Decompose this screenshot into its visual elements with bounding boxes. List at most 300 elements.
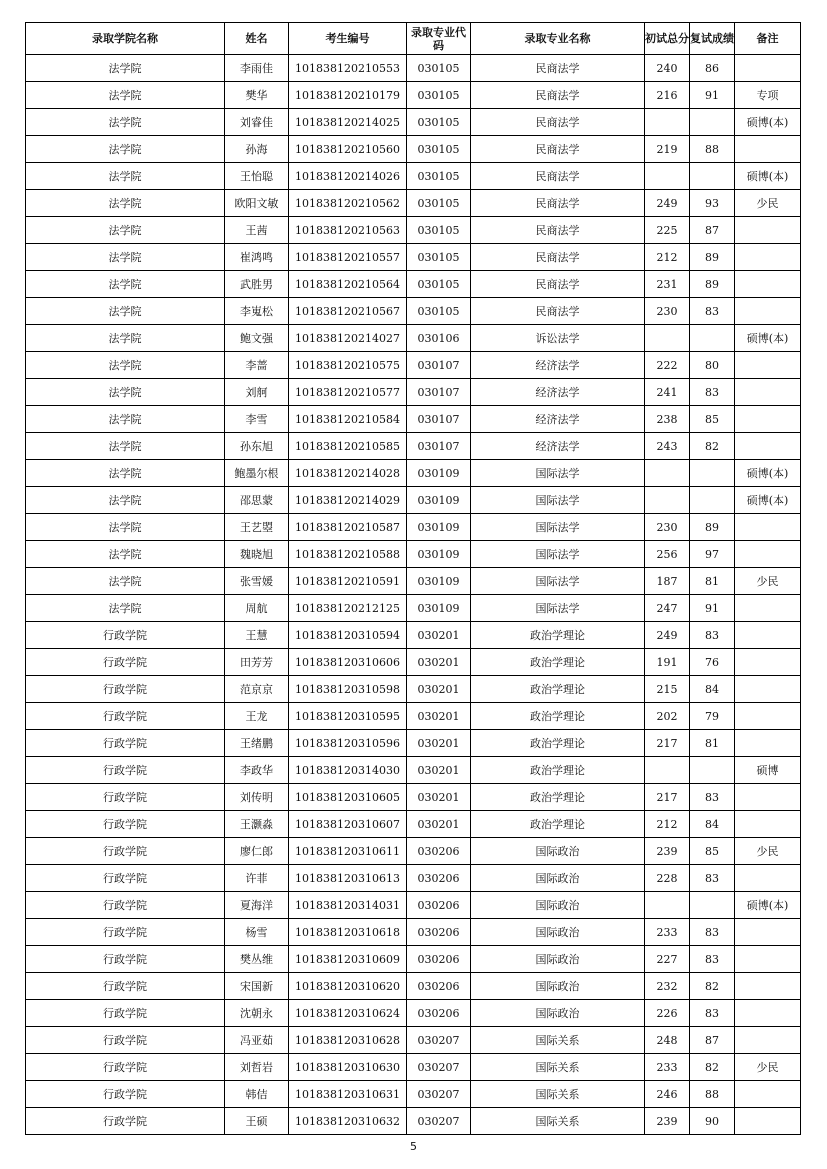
col-header-major-name: 录取专业名称 bbox=[471, 23, 645, 55]
cell-retest-score: 80 bbox=[690, 352, 735, 379]
cell-initial-score: 249 bbox=[645, 622, 690, 649]
cell-major-name: 国际法学 bbox=[471, 595, 645, 622]
cell-name: 韩佶 bbox=[225, 1081, 289, 1108]
cell-exam-id: 101838120310628 bbox=[289, 1027, 407, 1054]
cell-exam-id: 101838120310595 bbox=[289, 703, 407, 730]
cell-major-name: 国际政治 bbox=[471, 919, 645, 946]
cell-major-code: 030107 bbox=[407, 433, 471, 460]
cell-initial-score: 256 bbox=[645, 541, 690, 568]
cell-remark bbox=[735, 649, 801, 676]
cell-retest-score: 97 bbox=[690, 541, 735, 568]
col-header-initial-score: 初试总分 bbox=[645, 23, 690, 55]
cell-initial-score: 249 bbox=[645, 190, 690, 217]
cell-remark bbox=[735, 352, 801, 379]
cell-retest-score: 87 bbox=[690, 1027, 735, 1054]
cell-retest-score: 88 bbox=[690, 1081, 735, 1108]
header-row bbox=[26, 23, 801, 55]
cell-retest-score: 89 bbox=[690, 271, 735, 298]
cell-remark: 少民 bbox=[735, 1054, 801, 1081]
cell-initial-score bbox=[645, 487, 690, 514]
cell-college: 行政学院 bbox=[26, 1000, 225, 1027]
cell-name: 鲍墨尔根 bbox=[225, 460, 289, 487]
cell-college: 行政学院 bbox=[26, 973, 225, 1000]
cell-major-code: 030207 bbox=[407, 1081, 471, 1108]
cell-remark bbox=[735, 271, 801, 298]
table-row bbox=[26, 946, 801, 973]
cell-retest-score: 83 bbox=[690, 1000, 735, 1027]
cell-initial-score: 227 bbox=[645, 946, 690, 973]
cell-college: 行政学院 bbox=[26, 946, 225, 973]
cell-retest-score: 82 bbox=[690, 1054, 735, 1081]
cell-name: 李嵬松 bbox=[225, 298, 289, 325]
cell-initial-score: 233 bbox=[645, 919, 690, 946]
cell-name: 刘哲岩 bbox=[225, 1054, 289, 1081]
cell-initial-score: 246 bbox=[645, 1081, 690, 1108]
cell-major-code: 030105 bbox=[407, 298, 471, 325]
cell-major-name: 国际政治 bbox=[471, 892, 645, 919]
table-row bbox=[26, 865, 801, 892]
cell-remark bbox=[735, 514, 801, 541]
col-header-college: 录取学院名称 bbox=[26, 23, 225, 55]
table-row bbox=[26, 838, 801, 865]
cell-remark bbox=[735, 136, 801, 163]
cell-remark bbox=[735, 1108, 801, 1135]
cell-remark: 专项 bbox=[735, 82, 801, 109]
cell-major-code: 030201 bbox=[407, 649, 471, 676]
table-row bbox=[26, 892, 801, 919]
cell-initial-score bbox=[645, 892, 690, 919]
cell-college: 法学院 bbox=[26, 460, 225, 487]
cell-exam-id: 101838120310594 bbox=[289, 622, 407, 649]
cell-name: 廖仁郎 bbox=[225, 838, 289, 865]
cell-initial-score: 219 bbox=[645, 136, 690, 163]
cell-major-code: 030206 bbox=[407, 1000, 471, 1027]
cell-exam-id: 101838120310611 bbox=[289, 838, 407, 865]
cell-name: 刘传明 bbox=[225, 784, 289, 811]
cell-remark bbox=[735, 811, 801, 838]
cell-college: 行政学院 bbox=[26, 757, 225, 784]
cell-exam-id: 101838120210564 bbox=[289, 271, 407, 298]
cell-retest-score: 83 bbox=[690, 298, 735, 325]
cell-name: 鲍文强 bbox=[225, 325, 289, 352]
cell-major-name: 民商法学 bbox=[471, 109, 645, 136]
cell-initial-score: 238 bbox=[645, 406, 690, 433]
cell-initial-score: 212 bbox=[645, 811, 690, 838]
cell-major-code: 030109 bbox=[407, 514, 471, 541]
cell-remark: 硕博(本) bbox=[735, 325, 801, 352]
table-row bbox=[26, 433, 801, 460]
cell-retest-score: 88 bbox=[690, 136, 735, 163]
cell-initial-score: 232 bbox=[645, 973, 690, 1000]
cell-college: 行政学院 bbox=[26, 811, 225, 838]
cell-name: 许菲 bbox=[225, 865, 289, 892]
cell-exam-id: 101838120210553 bbox=[289, 55, 407, 82]
cell-college: 行政学院 bbox=[26, 865, 225, 892]
cell-major-name: 政治学理论 bbox=[471, 730, 645, 757]
cell-major-name: 国际政治 bbox=[471, 946, 645, 973]
cell-initial-score: 241 bbox=[645, 379, 690, 406]
table-row bbox=[26, 352, 801, 379]
cell-remark bbox=[735, 703, 801, 730]
table-row bbox=[26, 109, 801, 136]
cell-name: 王怡聪 bbox=[225, 163, 289, 190]
cell-college: 法学院 bbox=[26, 271, 225, 298]
cell-remark bbox=[735, 55, 801, 82]
cell-college: 行政学院 bbox=[26, 838, 225, 865]
cell-major-name: 政治学理论 bbox=[471, 757, 645, 784]
cell-exam-id: 101838120214026 bbox=[289, 163, 407, 190]
cell-remark bbox=[735, 676, 801, 703]
cell-name: 魏晓旭 bbox=[225, 541, 289, 568]
table-row bbox=[26, 82, 801, 109]
cell-name: 王灏淼 bbox=[225, 811, 289, 838]
cell-major-name: 国际政治 bbox=[471, 1000, 645, 1027]
cell-remark bbox=[735, 946, 801, 973]
cell-major-code: 030201 bbox=[407, 730, 471, 757]
cell-initial-score: 240 bbox=[645, 55, 690, 82]
table-row bbox=[26, 811, 801, 838]
cell-name: 刘舸 bbox=[225, 379, 289, 406]
cell-initial-score bbox=[645, 325, 690, 352]
cell-name: 欧阳文敏 bbox=[225, 190, 289, 217]
cell-major-code: 030207 bbox=[407, 1054, 471, 1081]
cell-major-name: 民商法学 bbox=[471, 244, 645, 271]
table-row bbox=[26, 190, 801, 217]
cell-remark bbox=[735, 919, 801, 946]
cell-major-name: 政治学理论 bbox=[471, 811, 645, 838]
cell-remark: 硕博(本) bbox=[735, 163, 801, 190]
cell-major-code: 030207 bbox=[407, 1027, 471, 1054]
cell-major-name: 民商法学 bbox=[471, 190, 645, 217]
cell-retest-score: 89 bbox=[690, 244, 735, 271]
cell-exam-id: 101838120210587 bbox=[289, 514, 407, 541]
cell-initial-score: 226 bbox=[645, 1000, 690, 1027]
cell-major-name: 国际法学 bbox=[471, 568, 645, 595]
cell-exam-id: 101838120314031 bbox=[289, 892, 407, 919]
cell-exam-id: 101838120310606 bbox=[289, 649, 407, 676]
cell-major-name: 国际政治 bbox=[471, 838, 645, 865]
cell-major-code: 030105 bbox=[407, 136, 471, 163]
table-row bbox=[26, 676, 801, 703]
cell-name: 崔鸿鸣 bbox=[225, 244, 289, 271]
cell-exam-id: 101838120314030 bbox=[289, 757, 407, 784]
cell-college: 行政学院 bbox=[26, 676, 225, 703]
cell-college: 行政学院 bbox=[26, 703, 225, 730]
cell-retest-score: 91 bbox=[690, 595, 735, 622]
cell-retest-score bbox=[690, 757, 735, 784]
cell-name: 杨雪 bbox=[225, 919, 289, 946]
cell-college: 法学院 bbox=[26, 55, 225, 82]
cell-name: 邵思蒙 bbox=[225, 487, 289, 514]
cell-initial-score: 202 bbox=[645, 703, 690, 730]
cell-exam-id: 101838120310624 bbox=[289, 1000, 407, 1027]
cell-retest-score: 90 bbox=[690, 1108, 735, 1135]
cell-initial-score: 233 bbox=[645, 1054, 690, 1081]
cell-name: 王慧 bbox=[225, 622, 289, 649]
cell-remark: 硕博(本) bbox=[735, 487, 801, 514]
cell-name: 王茜 bbox=[225, 217, 289, 244]
cell-retest-score: 91 bbox=[690, 82, 735, 109]
table-row bbox=[26, 757, 801, 784]
cell-major-code: 030109 bbox=[407, 460, 471, 487]
cell-college: 行政学院 bbox=[26, 1108, 225, 1135]
table-row bbox=[26, 703, 801, 730]
cell-exam-id: 101838120310605 bbox=[289, 784, 407, 811]
cell-retest-score: 79 bbox=[690, 703, 735, 730]
cell-remark bbox=[735, 784, 801, 811]
cell-major-code: 030109 bbox=[407, 595, 471, 622]
cell-major-name: 国际关系 bbox=[471, 1081, 645, 1108]
cell-exam-id: 101838120310631 bbox=[289, 1081, 407, 1108]
cell-exam-id: 101838120310598 bbox=[289, 676, 407, 703]
cell-initial-score: 222 bbox=[645, 352, 690, 379]
cell-major-code: 030109 bbox=[407, 541, 471, 568]
cell-major-name: 民商法学 bbox=[471, 298, 645, 325]
cell-remark bbox=[735, 730, 801, 757]
cell-exam-id: 101838120310632 bbox=[289, 1108, 407, 1135]
cell-major-code: 030206 bbox=[407, 973, 471, 1000]
cell-initial-score bbox=[645, 460, 690, 487]
cell-major-code: 030207 bbox=[407, 1108, 471, 1135]
cell-name: 李蔷 bbox=[225, 352, 289, 379]
cell-major-name: 民商法学 bbox=[471, 82, 645, 109]
col-header-retest-score: 复试成绩 bbox=[690, 23, 735, 55]
cell-name: 田芳芳 bbox=[225, 649, 289, 676]
table-row bbox=[26, 406, 801, 433]
cell-college: 法学院 bbox=[26, 433, 225, 460]
cell-major-name: 经济法学 bbox=[471, 433, 645, 460]
cell-remark bbox=[735, 1000, 801, 1027]
cell-exam-id: 101838120310613 bbox=[289, 865, 407, 892]
cell-major-code: 030107 bbox=[407, 406, 471, 433]
table-row bbox=[26, 622, 801, 649]
cell-initial-score: 217 bbox=[645, 784, 690, 811]
cell-retest-score bbox=[690, 163, 735, 190]
cell-remark bbox=[735, 433, 801, 460]
cell-major-name: 国际政治 bbox=[471, 973, 645, 1000]
cell-exam-id: 101838120210563 bbox=[289, 217, 407, 244]
col-header-name: 姓名 bbox=[225, 23, 289, 55]
cell-remark bbox=[735, 298, 801, 325]
table-row bbox=[26, 784, 801, 811]
cell-major-name: 民商法学 bbox=[471, 55, 645, 82]
cell-major-code: 030206 bbox=[407, 865, 471, 892]
cell-college: 法学院 bbox=[26, 217, 225, 244]
cell-retest-score: 85 bbox=[690, 838, 735, 865]
cell-college: 行政学院 bbox=[26, 649, 225, 676]
cell-major-name: 民商法学 bbox=[471, 271, 645, 298]
cell-college: 法学院 bbox=[26, 487, 225, 514]
cell-name: 冯亚茹 bbox=[225, 1027, 289, 1054]
cell-major-name: 国际关系 bbox=[471, 1108, 645, 1135]
cell-college: 法学院 bbox=[26, 298, 225, 325]
cell-name: 夏海洋 bbox=[225, 892, 289, 919]
cell-exam-id: 101838120310609 bbox=[289, 946, 407, 973]
cell-exam-id: 101838120210585 bbox=[289, 433, 407, 460]
cell-major-code: 030109 bbox=[407, 487, 471, 514]
cell-major-name: 国际法学 bbox=[471, 460, 645, 487]
table-row bbox=[26, 244, 801, 271]
table-row bbox=[26, 163, 801, 190]
cell-retest-score: 82 bbox=[690, 973, 735, 1000]
cell-retest-score: 89 bbox=[690, 514, 735, 541]
cell-remark bbox=[735, 1027, 801, 1054]
cell-exam-id: 101838120310596 bbox=[289, 730, 407, 757]
cell-name: 王龙 bbox=[225, 703, 289, 730]
cell-initial-score: 231 bbox=[645, 271, 690, 298]
cell-initial-score: 225 bbox=[645, 217, 690, 244]
cell-remark: 少民 bbox=[735, 190, 801, 217]
cell-initial-score: 239 bbox=[645, 1108, 690, 1135]
cell-major-code: 030201 bbox=[407, 757, 471, 784]
cell-major-code: 030106 bbox=[407, 325, 471, 352]
cell-retest-score bbox=[690, 460, 735, 487]
cell-name: 李雪 bbox=[225, 406, 289, 433]
cell-major-name: 诉讼法学 bbox=[471, 325, 645, 352]
cell-retest-score: 84 bbox=[690, 676, 735, 703]
cell-college: 法学院 bbox=[26, 109, 225, 136]
cell-remark bbox=[735, 406, 801, 433]
cell-remark: 硕博 bbox=[735, 757, 801, 784]
cell-initial-score bbox=[645, 109, 690, 136]
cell-retest-score: 83 bbox=[690, 919, 735, 946]
cell-exam-id: 101838120210577 bbox=[289, 379, 407, 406]
cell-retest-score: 83 bbox=[690, 622, 735, 649]
cell-major-code: 030109 bbox=[407, 568, 471, 595]
table-row bbox=[26, 379, 801, 406]
cell-college: 法学院 bbox=[26, 568, 225, 595]
cell-initial-score: 217 bbox=[645, 730, 690, 757]
cell-name: 周航 bbox=[225, 595, 289, 622]
cell-major-code: 030105 bbox=[407, 109, 471, 136]
cell-name: 宋国新 bbox=[225, 973, 289, 1000]
cell-college: 法学院 bbox=[26, 541, 225, 568]
cell-remark: 硕博(本) bbox=[735, 460, 801, 487]
cell-college: 行政学院 bbox=[26, 730, 225, 757]
cell-college: 行政学院 bbox=[26, 784, 225, 811]
cell-major-name: 国际法学 bbox=[471, 514, 645, 541]
cell-exam-id: 101838120310607 bbox=[289, 811, 407, 838]
cell-exam-id: 101838120310630 bbox=[289, 1054, 407, 1081]
cell-college: 法学院 bbox=[26, 190, 225, 217]
cell-remark: 少民 bbox=[735, 838, 801, 865]
col-header-remark: 备注 bbox=[735, 23, 801, 55]
cell-college: 法学院 bbox=[26, 136, 225, 163]
cell-major-code: 030201 bbox=[407, 811, 471, 838]
cell-name: 孙海 bbox=[225, 136, 289, 163]
cell-major-code: 030206 bbox=[407, 946, 471, 973]
cell-remark: 硕博(本) bbox=[735, 892, 801, 919]
cell-initial-score: 247 bbox=[645, 595, 690, 622]
table-row bbox=[26, 298, 801, 325]
cell-name: 张雪媛 bbox=[225, 568, 289, 595]
cell-retest-score: 83 bbox=[690, 946, 735, 973]
cell-retest-score: 81 bbox=[690, 730, 735, 757]
cell-major-name: 民商法学 bbox=[471, 163, 645, 190]
cell-exam-id: 101838120210575 bbox=[289, 352, 407, 379]
cell-major-name: 国际关系 bbox=[471, 1027, 645, 1054]
cell-initial-score: 191 bbox=[645, 649, 690, 676]
cell-major-name: 经济法学 bbox=[471, 379, 645, 406]
cell-retest-score: 86 bbox=[690, 55, 735, 82]
cell-college: 法学院 bbox=[26, 325, 225, 352]
cell-initial-score: 216 bbox=[645, 82, 690, 109]
cell-college: 法学院 bbox=[26, 82, 225, 109]
cell-exam-id: 101838120210560 bbox=[289, 136, 407, 163]
cell-major-code: 030206 bbox=[407, 892, 471, 919]
cell-initial-score: 243 bbox=[645, 433, 690, 460]
cell-major-name: 政治学理论 bbox=[471, 784, 645, 811]
cell-retest-score: 83 bbox=[690, 379, 735, 406]
cell-major-name: 政治学理论 bbox=[471, 703, 645, 730]
cell-major-code: 030105 bbox=[407, 55, 471, 82]
col-header-major-code: 录取专业代码 bbox=[407, 23, 471, 55]
cell-remark: 硕博(本) bbox=[735, 109, 801, 136]
cell-major-code: 030105 bbox=[407, 271, 471, 298]
cell-college: 行政学院 bbox=[26, 1081, 225, 1108]
page-number: 5 bbox=[410, 1140, 417, 1153]
cell-retest-score bbox=[690, 487, 735, 514]
table-row bbox=[26, 568, 801, 595]
table-row bbox=[26, 1081, 801, 1108]
table-row bbox=[26, 136, 801, 163]
cell-major-name: 国际政治 bbox=[471, 865, 645, 892]
cell-major-name: 政治学理论 bbox=[471, 622, 645, 649]
cell-remark bbox=[735, 217, 801, 244]
cell-major-name: 政治学理论 bbox=[471, 676, 645, 703]
cell-major-code: 030105 bbox=[407, 244, 471, 271]
cell-major-code: 030206 bbox=[407, 838, 471, 865]
cell-college: 法学院 bbox=[26, 244, 225, 271]
cell-college: 行政学院 bbox=[26, 1054, 225, 1081]
cell-retest-score bbox=[690, 892, 735, 919]
table-row bbox=[26, 1108, 801, 1135]
cell-remark bbox=[735, 622, 801, 649]
cell-remark bbox=[735, 595, 801, 622]
table-row bbox=[26, 649, 801, 676]
cell-college: 法学院 bbox=[26, 352, 225, 379]
cell-exam-id: 101838120210591 bbox=[289, 568, 407, 595]
cell-name: 李政华 bbox=[225, 757, 289, 784]
cell-name: 范京京 bbox=[225, 676, 289, 703]
cell-major-name: 经济法学 bbox=[471, 352, 645, 379]
cell-college: 行政学院 bbox=[26, 892, 225, 919]
cell-exam-id: 101838120210588 bbox=[289, 541, 407, 568]
cell-name: 王硕 bbox=[225, 1108, 289, 1135]
cell-name: 樊丛维 bbox=[225, 946, 289, 973]
cell-major-code: 030105 bbox=[407, 163, 471, 190]
table-row bbox=[26, 217, 801, 244]
table-row bbox=[26, 271, 801, 298]
table-row bbox=[26, 1000, 801, 1027]
cell-major-name: 政治学理论 bbox=[471, 649, 645, 676]
cell-initial-score: 248 bbox=[645, 1027, 690, 1054]
cell-remark bbox=[735, 973, 801, 1000]
cell-exam-id: 101838120210179 bbox=[289, 82, 407, 109]
cell-major-name: 国际法学 bbox=[471, 487, 645, 514]
table-row bbox=[26, 919, 801, 946]
table-row bbox=[26, 55, 801, 82]
table-row bbox=[26, 1054, 801, 1081]
cell-name: 刘睿佳 bbox=[225, 109, 289, 136]
cell-college: 法学院 bbox=[26, 514, 225, 541]
cell-exam-id: 101838120214027 bbox=[289, 325, 407, 352]
cell-college: 法学院 bbox=[26, 406, 225, 433]
cell-remark bbox=[735, 865, 801, 892]
cell-initial-score: 187 bbox=[645, 568, 690, 595]
cell-retest-score bbox=[690, 109, 735, 136]
cell-initial-score bbox=[645, 163, 690, 190]
